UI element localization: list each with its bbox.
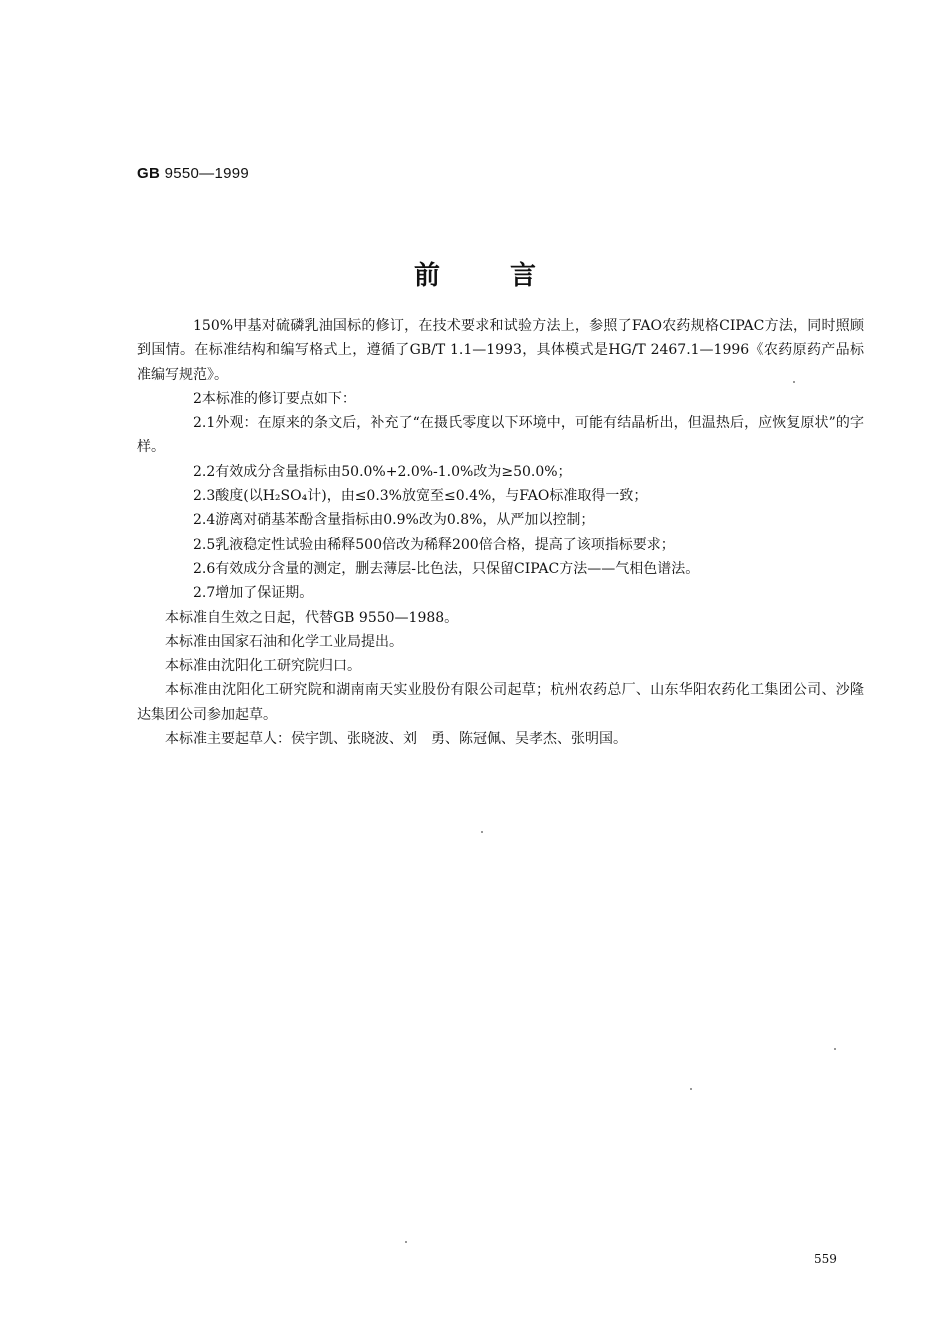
paragraph-2-6 [137, 557, 864, 581]
paragraph-number: 2 [193, 390, 202, 407]
paragraph-number: 2.6 [193, 560, 216, 577]
paragraph-2 [137, 387, 864, 411]
paragraph-centralized-by [137, 654, 864, 678]
scan-speck [690, 1088, 692, 1090]
paragraph-proposed-by [137, 630, 864, 654]
foreword-body [137, 314, 864, 751]
paragraph-number: 2.2 [193, 463, 216, 480]
standard-code-prefix: GB [137, 165, 161, 182]
paragraph-number: 2.1 [193, 415, 216, 432]
paragraph-text: 本标准由国家石油和化学工业局提出。 [165, 633, 403, 650]
paragraph-number: 2.7 [193, 585, 216, 602]
paragraph-2-3 [137, 484, 864, 508]
paragraph-text: 50%甲基对硫磷乳油国标的修订，在技术要求和试验方法上，参照了FAO农药规格CIPAC方法，同时照顾到国情。在标准结构和编写格式上，遵循了GB/T 1.1—1993，具体模式是HG/T 2467.1—1996《农药原药产品标准编写规范》。 [137, 318, 864, 383]
paragraph-text: 乳液稳定性试验由稀释500倍改为稀释200倍合格，提高了该项指标要求； [215, 536, 675, 553]
paragraph-number: 2.3 [193, 488, 216, 505]
scan-speck [793, 381, 795, 383]
paragraph-replaces [137, 606, 864, 630]
paragraph-number: 2.4 [193, 512, 216, 529]
paragraph-text: 有效成分含量指标由50.0%+2.0%-1.0%改为≥50.0%； [215, 463, 572, 480]
scan-speck [405, 1241, 407, 1243]
page-title: 前言 [413, 261, 606, 291]
paragraph-text: 游离对硝基苯酚含量指标由0.9%改为0.8%，从严加以控制； [215, 512, 595, 529]
standard-code-number: 9550—1999 [160, 165, 250, 182]
scan-speck [481, 831, 483, 833]
scan-speck [834, 1048, 836, 1050]
paragraph-2-1 [137, 411, 864, 460]
paragraph-text: 本标准主要起草人：侯宇凯、张晓波、刘 勇、陈冠佩、吴孝杰、张明国。 [165, 731, 627, 748]
paragraph-2-2 [137, 460, 864, 484]
paragraph-text: 有效成分含量的测定，删去薄层-比色法，只保留CIPAC方法——气相色谱法。 [215, 560, 700, 577]
paragraph-number: 1 [193, 318, 202, 334]
paragraph-2-4 [137, 508, 864, 532]
paragraph-text: 增加了保证期。 [215, 585, 314, 602]
paragraph-number: 2.5 [193, 536, 216, 553]
paragraph-1 [137, 314, 864, 387]
paragraph-text: 酸度(以H₂SO₄计)，由≤0.3%放宽至≤0.4%，与FAO标准取得一致； [215, 488, 648, 505]
paragraph-2-7 [137, 581, 864, 605]
paragraph-drafted-by [137, 678, 864, 727]
paragraph-text: 本标准的修订要点如下： [201, 390, 356, 407]
paragraph-main-drafters [137, 727, 864, 751]
paragraph-text: 本标准由沈阳化工研究院归口。 [165, 658, 361, 675]
standard-code [137, 165, 249, 182]
paragraph-text: 外观：在原来的条文后，补充了“在摄氏零度以下环境中，可能有结晶析出，但温热后，应恢复原状”的字样。 [137, 415, 864, 456]
paragraph-2-5 [137, 533, 864, 557]
page-number: 559 [814, 1252, 837, 1266]
paragraph-text: 本标准自生效之日起，代替GB 9550—1988。 [165, 609, 459, 626]
paragraph-text: 本标准由沈阳化工研究院和湖南南天实业股份有限公司起草；杭州农药总厂、山东华阳农药化工集团公司、沙隆达集团公司参加起草。 [137, 682, 864, 723]
